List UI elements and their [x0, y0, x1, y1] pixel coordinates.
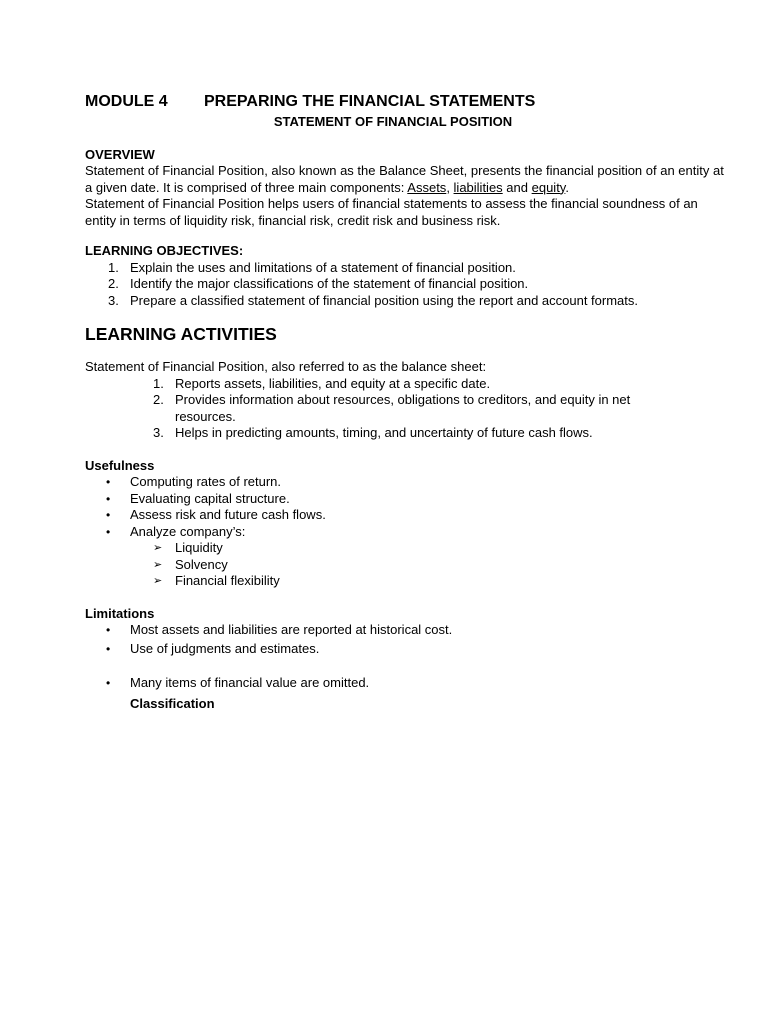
list-item: 2. Provides information about resources, obligations to creditors, and equity in net resources.: [153, 392, 631, 424]
bullet-icon: •: [106, 623, 111, 637]
list-item: • Assess risk and future cash flows.: [85, 507, 725, 524]
usefulness-heading: Usefulness: [85, 457, 155, 473]
document-page: [85, 92, 725, 712]
list-item: 2. Identify the major classifications of the statement of financial position.: [108, 276, 529, 291]
list-item: • Analyze company’s:: [85, 524, 725, 541]
activities-heading: LEARNING ACTIVITIES: [85, 324, 277, 344]
module-heading: PREPARING THE FINANCIAL STATEMENTS: [204, 93, 536, 110]
bullet-icon: •: [106, 641, 111, 656]
list-item: 1. Reports assets, liabilities, and equity at a specific date.: [153, 375, 491, 391]
bullet-icon: •: [106, 676, 111, 690]
bullet-icon: •: [106, 508, 111, 522]
list-item: ➢ Solvency: [153, 556, 228, 572]
classification-heading: Classification: [130, 695, 215, 711]
list-item: • Many items of financial value are omitted.: [85, 675, 725, 692]
list-item: 3. Prepare a classified statement of financial position using the report and account formats.: [108, 292, 639, 308]
overview-paragraph-1: Statement of Financial Position, also known as the Balance Sheet, presents the financial position of an entity at a given date. It is comprised of three main components: Assets, liabilities and equity.: [85, 163, 724, 195]
assets-term: Assets: [407, 179, 447, 195]
limitations-heading: Limitations: [85, 605, 155, 621]
list-item: • Most assets and liabilities are reported at historical cost.: [85, 622, 725, 639]
bullet-icon: •: [106, 491, 111, 506]
arrow-bullet-icon: ➢: [153, 558, 163, 571]
activities-intro: Statement of Financial Position, also referred to as the balance sheet:: [85, 359, 487, 374]
equity-term: equity: [531, 179, 566, 195]
module-title: [85, 92, 725, 112]
list-item: • Computing rates of return.: [85, 474, 725, 491]
overview-heading: OVERVIEW: [85, 146, 155, 162]
list-item: 3. Helps in predicting amounts, timing, and uncertainty of future cash flows.: [153, 425, 593, 440]
list-item: • Evaluating capital structure.: [85, 491, 725, 508]
bullet-icon: •: [106, 475, 111, 489]
usefulness-sublist: [85, 540, 725, 590]
list-item: 1. Explain the uses and limitations of a statement of financial position.: [108, 259, 516, 275]
list-item: ➢ Financial flexibility: [153, 573, 280, 588]
limitations-list: [85, 622, 725, 692]
activities-list: [85, 376, 725, 442]
module-number: MODULE 4: [85, 93, 168, 110]
objectives-list: [85, 260, 725, 310]
list-item: ➢ Liquidity: [153, 540, 223, 555]
list-item: • Use of judgments and estimates.: [85, 641, 725, 658]
arrow-bullet-icon: ➢: [153, 542, 163, 554]
bullet-icon: •: [106, 524, 111, 539]
objectives-heading: LEARNING OBJECTIVES:: [85, 243, 244, 258]
document-subtitle: STATEMENT OF FINANCIAL POSITION: [273, 114, 513, 129]
arrow-bullet-icon: ➢: [153, 575, 163, 587]
liabilities-term: liabilities: [453, 179, 503, 195]
overview-paragraph-2: Statement of Financial Position helps users of financial statements to assess the financial soundness of an entity in terms of liquidity risk, financial risk, credit risk and business risk.: [85, 196, 698, 228]
usefulness-list: [85, 474, 725, 540]
